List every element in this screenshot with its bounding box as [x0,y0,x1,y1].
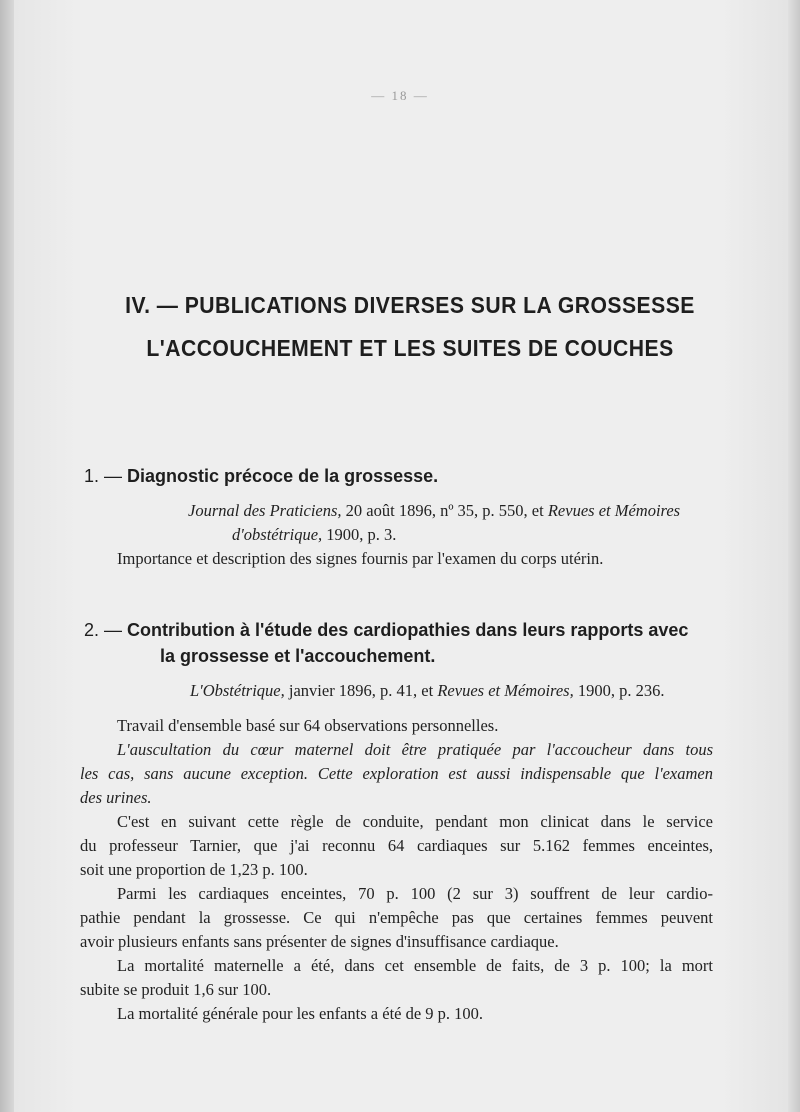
section-1-body: Importance et description des signes fournis par l'examen du corps utérin. [117,549,604,568]
paragraph-5-line-2: subite se produit 1,6 sur 100. [80,980,272,999]
reference-detail: janvier 1896, p. 41, et [284,681,438,700]
paragraph-2-line-3: des urines. [80,788,152,807]
chapter-heading-line-1: IV. — PUBLICATIONS DIVERSES SUR LA GROSSESSE [125,292,695,318]
page-gutter-shadow [0,0,14,1112]
paragraph-2-line-2: les cas, sans aucune exception. Cette exploration est aussi indispensable que l'examen [80,764,713,783]
journal-name: Revues et Mémoires, [437,681,574,700]
section-1-reference-line-1 [188,501,680,521]
journal-name: d'obstétrique, [232,525,323,544]
paragraph-3-line-3: soit une proportion de 1,23 p. 100. [80,860,308,879]
section-2-reference [190,681,664,701]
page-edge [788,0,800,1112]
paragraph-6: La mortalité générale pour les enfants a été de 9 p. 100. [117,1004,484,1023]
journal-name: L'Obstétrique, [190,681,285,700]
section-2-title-line-1 [84,620,688,641]
section-1-title-text: Diagnostic précoce de la grossesse. [127,466,439,486]
paragraph-1: Travail d'ensemble basé sur 64 observations personnelles. [117,716,499,735]
reference-detail: 1900, p. 236. [573,681,665,700]
reference-detail: 1900, p. 3. [322,525,397,544]
chapter-heading-line-2: L'ACCOUCHEMENT ET LES SUITES DE COUCHES [146,335,674,361]
reference-detail: 20 août 1896, nº 35, p. 550, et [341,501,548,520]
section-1-reference-line-2 [232,525,396,545]
paragraph-4-line-2: pathie pendant la grossesse. Ce qui n'empêche pas que certaines femmes peuvent [80,908,713,927]
page-number: — 18 — [371,88,429,103]
paragraph-4-line-3: avoir plusieurs enfants sans présenter de signes d'insuffisance cardiaque. [80,932,559,951]
section-2-title-text: Contribution à l'étude des cardiopathies dans leurs rapports avec [127,620,689,640]
paragraph-3-line-2: du professeur Tarnier, que j'ai reconnu 64 cardiaques sur 5.162 femmes enceintes, [80,836,713,855]
section-2-title-line-2: la grossesse et l'accouchement. [160,646,436,666]
section-2-number: 2. — [84,620,123,640]
paragraph-5-line-1: La mortalité maternelle a été, dans cet ensemble de faits, de 3 p. 100; la mort [117,956,713,975]
paragraph-4-line-1: Parmi les cardiaques enceintes, 70 p. 100 (2 sur 3) souffrent de leur cardio- [117,884,713,903]
journal-name: Journal des Praticiens, [188,501,342,520]
journal-name: Revues et Mémoires [547,501,681,520]
section-1-number: 1. — [84,466,123,486]
paragraph-3-line-1: C'est en suivant cette règle de conduite, pendant mon clinicat dans le service [117,812,713,831]
section-1-title [84,466,438,487]
paragraph-2-line-1: L'auscultation du cœur maternel doit être pratiquée par l'accoucheur dans tous [117,740,713,759]
